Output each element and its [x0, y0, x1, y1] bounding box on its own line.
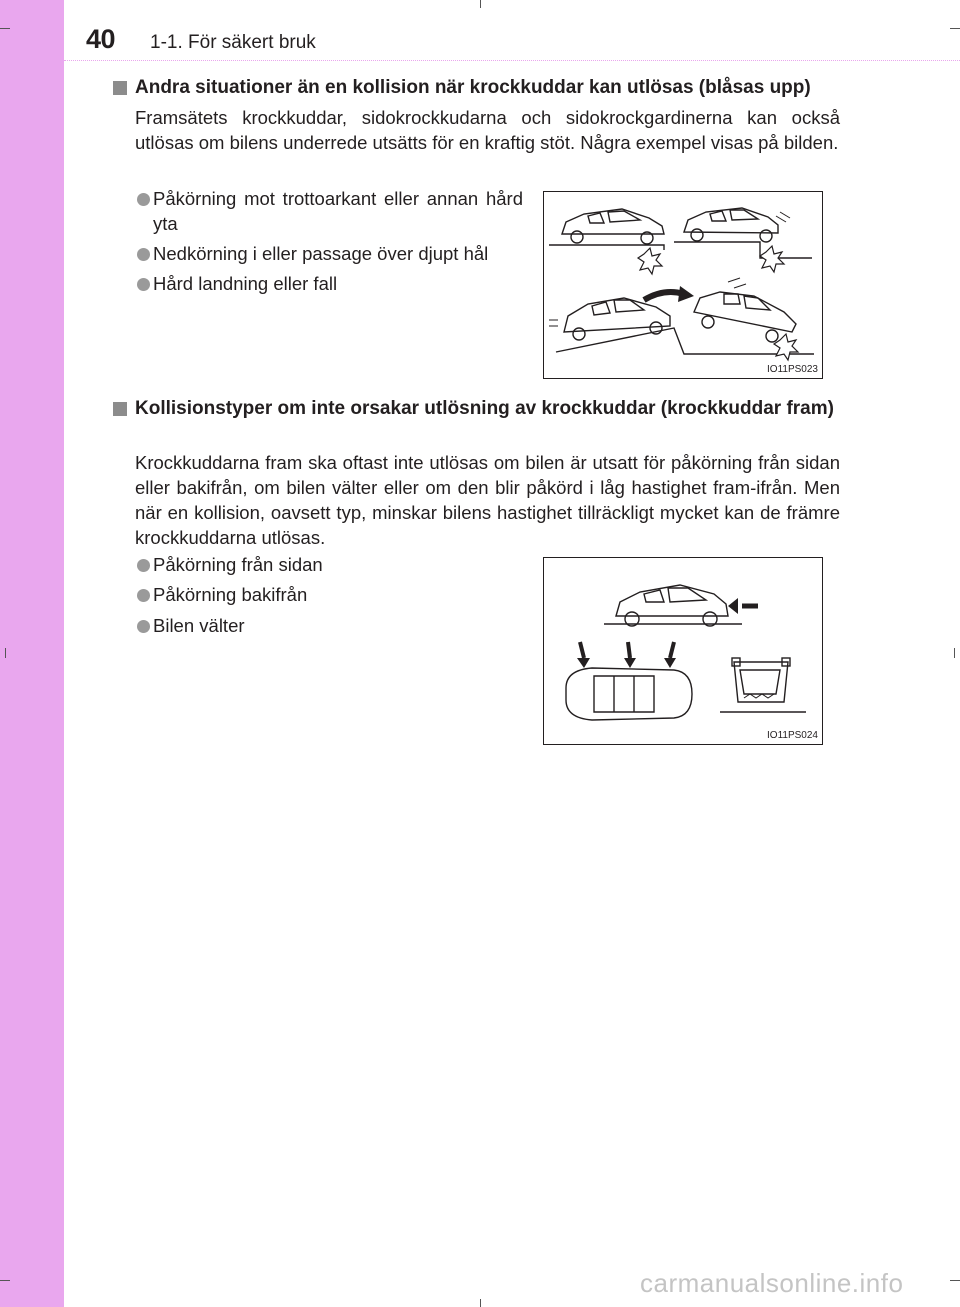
list-item: Påkörning mot trottoarkant eller annan hård yta — [135, 186, 523, 236]
collision-types-illustration — [544, 558, 822, 744]
heading-square-icon — [113, 81, 127, 95]
section2-paragraph: Krockkuddarna fram ska oftast inte utlösas om bilen är utsatt för påkörning från sidan eller bakifrån, om bilen välter eller om den blir påkörd i låg hastighet fram-ifrån. Men när en kollision, oavsett typ, minskar bilens hastighet tillräckligt mycket kan de främre krockkuddarna utlösas. — [135, 452, 840, 548]
bullet-dot-icon — [137, 559, 150, 572]
crop-mark — [0, 1280, 10, 1281]
crop-mark — [950, 28, 960, 29]
list-item: Påkörning från sidan — [135, 552, 515, 577]
bullet-dot-icon — [137, 193, 150, 206]
crop-mark — [480, 0, 481, 8]
section-title: 1-1. För säkert bruk — [150, 32, 316, 53]
crop-mark — [950, 1280, 960, 1281]
bullet-dot-icon — [137, 620, 150, 633]
figure-undercarriage-impacts — [543, 191, 823, 379]
crop-mark — [5, 648, 6, 658]
figure-non-deploy-collisions — [543, 557, 823, 745]
section1-paragraph: Framsätets krockkuddar, sidokrockkudarna och sidokrockgardinerna kan också utlösas om bilens underrede utsätts för en kraftig stöt. Några exempel visas på bilden. — [135, 107, 840, 153]
crop-mark — [0, 28, 10, 29]
list-item: Påkörning bakifrån — [135, 582, 515, 607]
watermark: carmanualsonline.info — [640, 1268, 904, 1298]
list-item: Bilen välter — [135, 613, 515, 638]
bullet-dot-icon — [137, 589, 150, 602]
figure-id: IO11PS023 — [767, 364, 818, 375]
undercarriage-illustration — [544, 192, 822, 378]
crop-mark — [480, 1299, 481, 1307]
crop-mark — [954, 648, 955, 658]
list-item: Nedkörning i eller passage över djupt hål — [135, 241, 535, 266]
section2-heading-text: Kollisionstyper om inte orsakar utlösning av krockkuddar (krockkuddar fram) — [135, 398, 834, 419]
section1-heading — [110, 75, 850, 100]
heading-square-icon — [113, 402, 127, 416]
bullet-dot-icon — [137, 278, 150, 291]
chapter-sidebar — [0, 0, 64, 1307]
bullet-dot-icon — [137, 248, 150, 261]
figure-id: IO11PS024 — [767, 730, 818, 741]
page-number: 40 — [86, 24, 116, 54]
section1-heading-text: Andra situationer än en kollision när krockkuddar kan utlösas (blåsas upp) — [135, 77, 811, 98]
section2-heading — [110, 396, 850, 421]
list-item: Hård landning eller fall — [135, 271, 535, 296]
header-divider — [64, 60, 960, 61]
